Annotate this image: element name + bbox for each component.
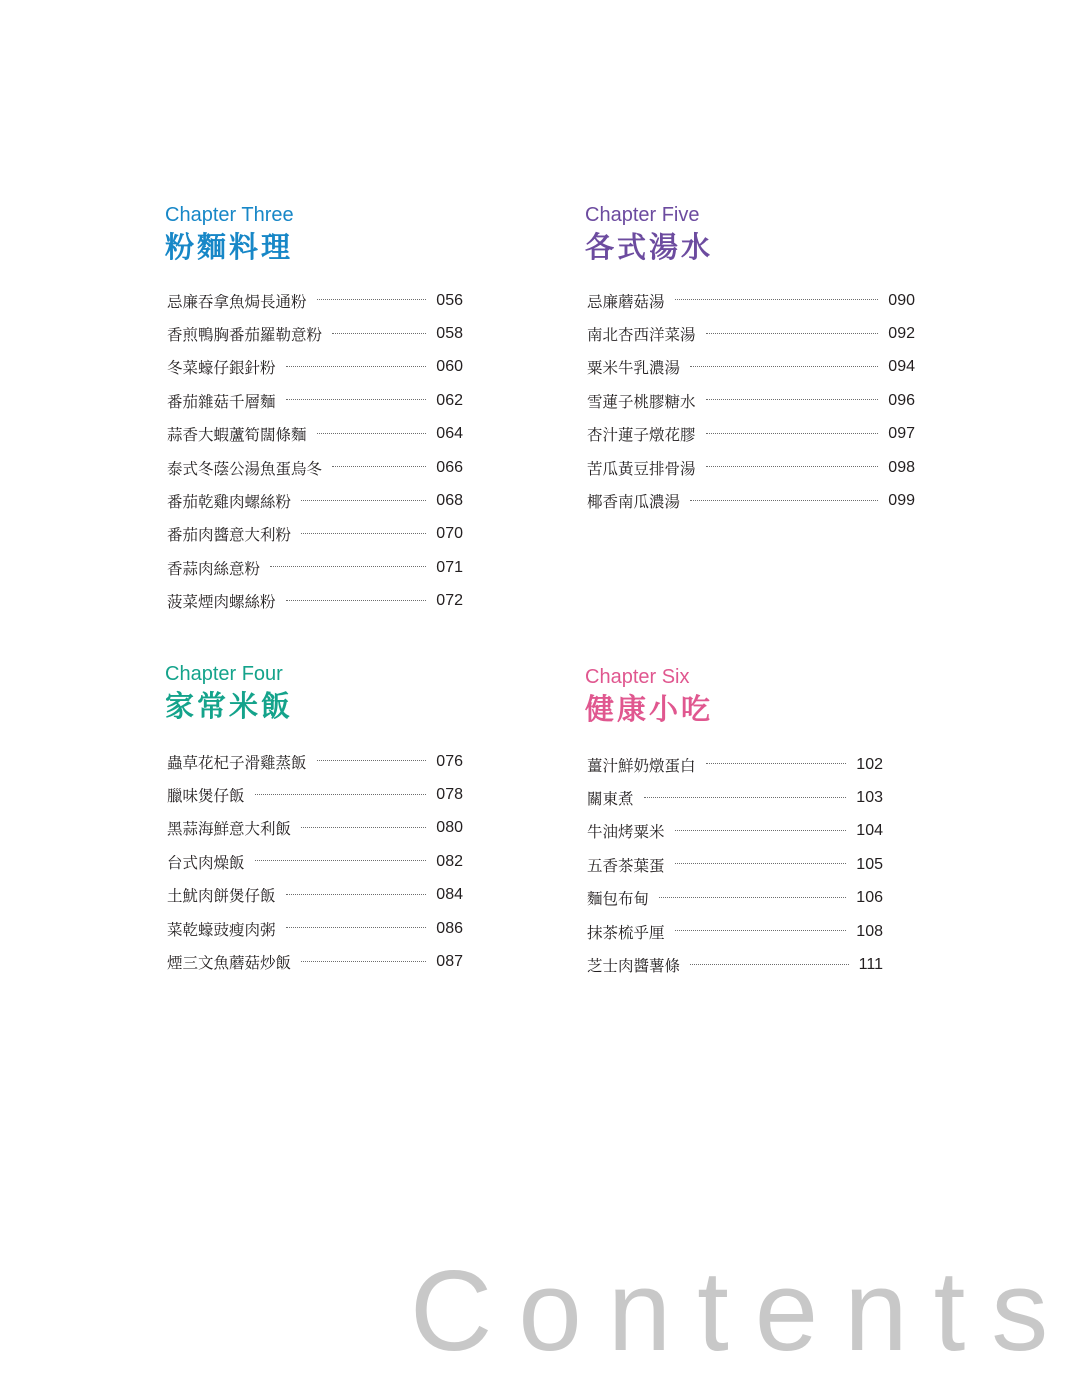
toc-entry-title: 台式肉燥飯: [167, 853, 245, 872]
toc-entry-title: 番茄乾雞肉螺絲粉: [167, 493, 292, 512]
toc-entry-page: 060: [436, 358, 463, 376]
toc-entry-title: 番茄肉醬意大利粉: [167, 526, 292, 545]
toc-entry-title: 土魷肉餅煲仔飯: [167, 887, 276, 906]
toc-entry: [587, 781, 883, 814]
toc-entry-title: 椰香南瓜濃湯: [587, 493, 681, 512]
toc-entry: [587, 317, 915, 350]
toc-list: [587, 284, 915, 518]
chapter-five-section: [585, 203, 915, 512]
dotted-leader: [706, 466, 879, 467]
dotted-leader: [706, 399, 879, 400]
toc-entry-title: 抹茶梳乎厘: [587, 923, 665, 942]
toc-entry: [587, 418, 915, 451]
toc-entry: [167, 585, 463, 618]
toc-entry: [587, 815, 883, 848]
dotted-leader: [255, 860, 427, 861]
toc-entry: [167, 451, 463, 484]
toc-entry-title: 番茄雜菇千層麵: [167, 392, 276, 411]
toc-entry-title: 苦瓜黃豆排骨湯: [587, 459, 696, 478]
toc-entry-page: 098: [888, 458, 915, 476]
dotted-leader: [690, 964, 849, 965]
toc-entry-title: 麵包布甸: [587, 890, 650, 909]
dotted-leader: [301, 500, 426, 501]
dotted-leader: [301, 827, 426, 828]
dotted-leader: [286, 366, 427, 367]
toc-entry: [167, 845, 463, 878]
toc-entry-title: 蟲草花杞子滑雞蒸飯: [167, 753, 307, 772]
toc-entry-page: 064: [436, 425, 463, 443]
toc-entry-title: 芝士肉醬薯條: [587, 957, 681, 976]
dotted-leader: [706, 333, 879, 334]
toc-list: [167, 284, 463, 618]
toc-entry-page: 105: [856, 855, 883, 873]
dotted-leader: [675, 930, 847, 931]
dotted-leader: [644, 797, 847, 798]
toc-entry: [167, 745, 463, 778]
toc-entry-title: 南北杏西洋菜湯: [587, 326, 696, 345]
toc-entry: [587, 484, 915, 517]
dotted-leader: [301, 533, 426, 534]
toc-entry-title: 泰式冬蔭公湯魚蛋烏冬: [167, 459, 323, 478]
toc-entry: [587, 948, 883, 981]
toc-entry-title: 忌廉蘑菇湯: [587, 292, 665, 311]
dotted-leader: [317, 760, 427, 761]
dotted-leader: [332, 333, 426, 334]
dotted-leader: [675, 299, 879, 300]
toc-entry-title: 忌廉吞拿魚焗長通粉: [167, 292, 307, 311]
toc-entry-page: 087: [436, 953, 463, 971]
toc-entry-page: 058: [436, 325, 463, 343]
chapter-three-section: [165, 203, 463, 612]
dotted-leader: [659, 897, 846, 898]
toc-entry-page: 104: [856, 822, 883, 840]
chapter-label: Chapter Five: [585, 204, 700, 226]
toc-entry-title: 雪蓮子桃膠糖水: [587, 392, 696, 411]
toc-entry-page: 102: [856, 755, 883, 773]
toc-entry: [587, 882, 883, 915]
toc-entry: [167, 812, 463, 845]
toc-entry: [167, 351, 463, 384]
toc-entry-page: 096: [888, 391, 915, 409]
chapter-label: Chapter Six: [585, 666, 690, 688]
toc-entry-title: 菠菜煙肉螺絲粉: [167, 593, 276, 612]
dotted-leader: [706, 763, 847, 764]
toc-entry: [167, 945, 463, 978]
toc-entry-page: 082: [436, 852, 463, 870]
toc-entry: [587, 384, 915, 417]
toc-entry-page: 076: [436, 752, 463, 770]
dotted-leader: [332, 466, 426, 467]
toc-entry-page: 094: [888, 358, 915, 376]
toc-entry-page: 072: [436, 592, 463, 610]
toc-entry-title: 香蒜肉絲意粉: [167, 559, 261, 578]
toc-entry: [587, 748, 883, 781]
dotted-leader: [675, 863, 847, 864]
chapter-title: 粉麵料理: [165, 230, 294, 264]
dotted-leader: [286, 600, 427, 601]
toc-entry-page: 090: [888, 291, 915, 309]
toc-entry-page: 099: [888, 492, 915, 510]
chapter-six-section: [585, 665, 883, 976]
toc-entry-page: 106: [856, 889, 883, 907]
dotted-leader: [690, 366, 878, 367]
toc-entry: [167, 284, 463, 317]
chapter-four-section: [165, 662, 463, 973]
toc-entry-title: 薑汁鮮奶燉蛋白: [587, 756, 696, 775]
toc-entry: [587, 451, 915, 484]
dotted-leader: [255, 794, 427, 795]
toc-entry: [587, 284, 915, 317]
toc-list: [167, 745, 463, 979]
toc-entry-title: 粟米牛乳濃湯: [587, 359, 681, 378]
toc-entry: [167, 384, 463, 417]
toc-entry: [167, 518, 463, 551]
toc-entry-page: 103: [856, 789, 883, 807]
toc-entry-page: 070: [436, 525, 463, 543]
toc-entry-title: 冬菜蠔仔銀針粉: [167, 359, 276, 378]
dotted-leader: [317, 433, 427, 434]
toc-entry: [587, 351, 915, 384]
chapter-title: 家常米飯: [165, 689, 294, 723]
toc-entry-page: 092: [888, 325, 915, 343]
toc-entry-title: 臘味煲仔飯: [167, 787, 245, 806]
toc-entry-title: 關東煮: [587, 790, 634, 809]
toc-entry: [167, 912, 463, 945]
toc-entry-page: 062: [436, 391, 463, 409]
toc-entry-page: 108: [856, 922, 883, 940]
toc-entry-page: 068: [436, 492, 463, 510]
toc-entry-title: 菜乾蠔豉瘦肉粥: [167, 920, 276, 939]
toc-entry: [167, 879, 463, 912]
dotted-leader: [286, 894, 427, 895]
toc-entry-page: 084: [436, 886, 463, 904]
dotted-leader: [706, 433, 879, 434]
chapter-title: 健康小吃: [585, 692, 714, 726]
toc-entry-page: 086: [436, 919, 463, 937]
chapter-title: 各式湯水: [585, 230, 714, 264]
toc-entry-page: 111: [858, 956, 883, 974]
toc-entry: [167, 484, 463, 517]
toc-entry: [167, 551, 463, 584]
toc-entry-page: 097: [888, 425, 915, 443]
chapter-label: Chapter Three: [165, 204, 294, 226]
toc-entry-title: 蒜香大蝦蘆筍闊條麵: [167, 426, 307, 445]
dotted-leader: [675, 830, 847, 831]
toc-entry-page: 071: [436, 558, 463, 576]
toc-entry: [167, 418, 463, 451]
toc-entry-page: 056: [436, 291, 463, 309]
toc-entry: [167, 778, 463, 811]
dotted-leader: [301, 961, 426, 962]
dotted-leader: [270, 566, 426, 567]
dotted-leader: [690, 500, 878, 501]
dotted-leader: [286, 927, 427, 928]
dotted-leader: [317, 299, 427, 300]
toc-entry: [167, 317, 463, 350]
toc-entry-title: 黑蒜海鮮意大利飯: [167, 820, 292, 839]
toc-entry-title: 香煎鴨胸番茄羅勒意粉: [167, 326, 323, 345]
contents-heading: Contents: [410, 1248, 1074, 1375]
toc-entry-title: 杏汁蓮子燉花膠: [587, 426, 696, 445]
chapter-label: Chapter Four: [165, 663, 283, 685]
toc-entry-title: 煙三文魚蘑菇炒飯: [167, 954, 292, 973]
toc-entry-title: 五香茶葉蛋: [587, 856, 665, 875]
toc-entry-title: 牛油烤粟米: [587, 823, 665, 842]
toc-entry-page: 066: [436, 458, 463, 476]
toc-entry: [587, 848, 883, 881]
toc-entry-page: 080: [436, 819, 463, 837]
toc-entry: [587, 915, 883, 948]
toc-entry-page: 078: [436, 786, 463, 804]
toc-list: [587, 748, 883, 982]
dotted-leader: [286, 399, 427, 400]
